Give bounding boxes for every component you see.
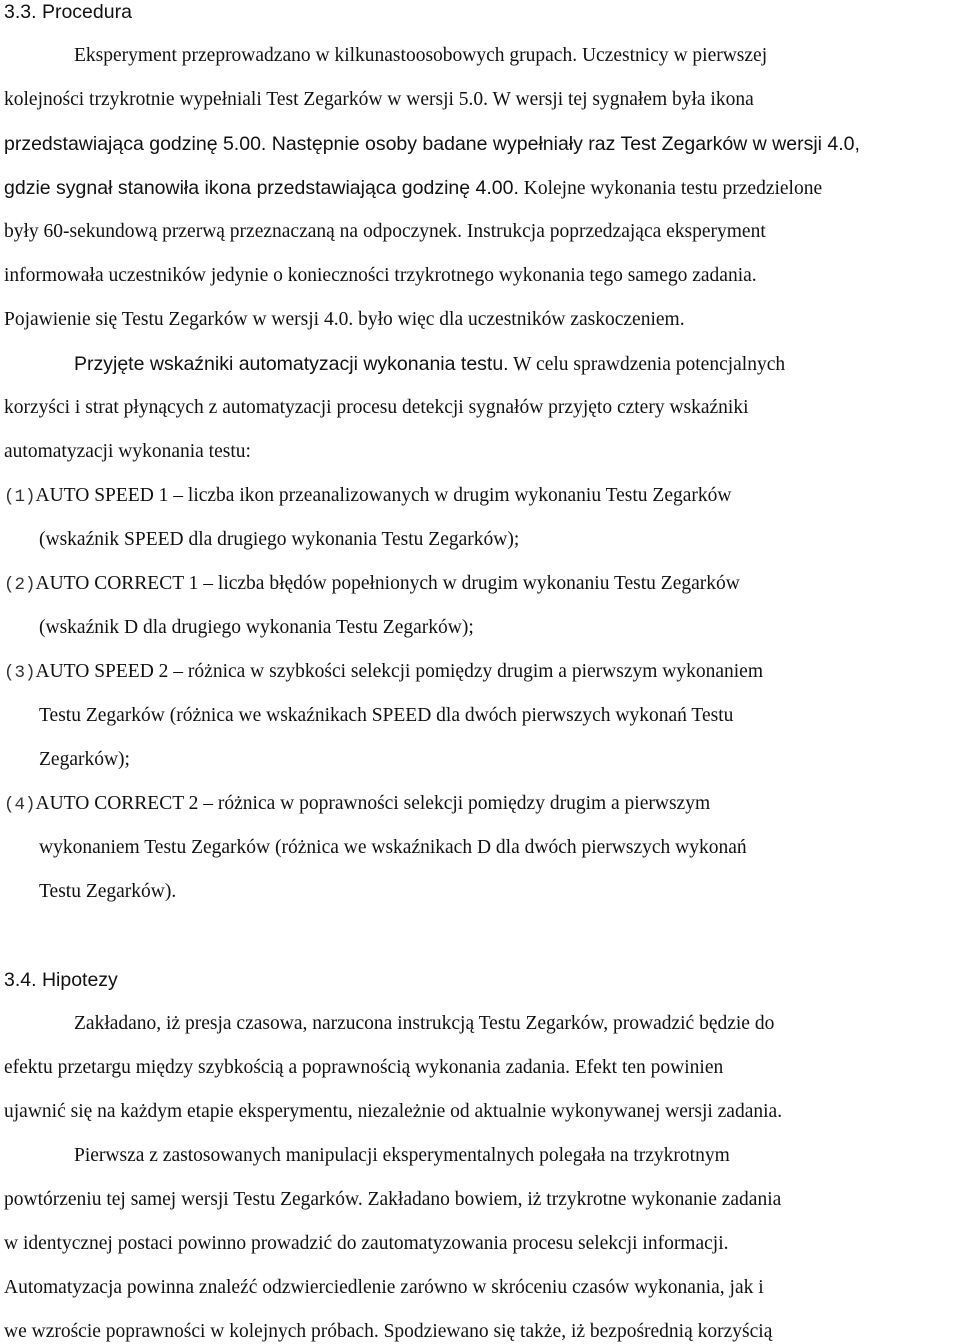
paragraph-line xyxy=(74,352,785,377)
paragraph-line xyxy=(4,176,822,201)
section-heading-procedura: 3.3. Procedura xyxy=(4,1,132,23)
list-item xyxy=(4,484,731,509)
paragraph-line: we wzroście poprawności w kolejnych próbach. Spodziewano się także, iż bezpośrednią korzyścią xyxy=(4,1321,773,1342)
paragraph-segment: W celu sprawdzenia potencjalnych xyxy=(508,354,786,375)
list-number: (3) xyxy=(4,663,36,683)
list-item-line: (wskaźnik SPEED dla drugiego wykonania Testu Zegarków); xyxy=(39,529,520,550)
list-item-text: AUTO CORRECT 1 – liczba błędów popełnionych w drugim wykonaniu Testu Zegarków xyxy=(35,573,740,594)
list-item-text: AUTO CORRECT 2 – różnica w poprawności selekcji pomiędzy drugim a pierwszym xyxy=(35,793,711,814)
paragraph-line: w identycznej postaci powinno prowadzić do zautomatyzowania procesu selekcji informacji. xyxy=(4,1233,729,1254)
section-heading-hipotezy: 3.4. Hipotezy xyxy=(4,969,118,991)
paragraph-line: Automatyzacja powinna znaleźć odzwierciedlenie zarówno w skróceniu czasów wykonania, jak i xyxy=(4,1277,764,1298)
paragraph-line: ujawnić się na każdym etapie eksperymentu, niezależnie od aktualnie wykonywanej wersji zadania. xyxy=(4,1101,783,1122)
list-item-line: Testu Zegarków). xyxy=(39,881,177,902)
subheading-indicators: Przyjęte wskaźniki automatyzacji wykonania testu. xyxy=(74,353,509,375)
list-item xyxy=(4,660,763,685)
list-item-line: Testu Zegarków (różnica we wskaźnikach SPEED dla dwóch pierwszych wykonań Testu xyxy=(39,705,734,726)
paragraph-line: kolejności trzykrotnie wypełniali Test Zegarków w wersji 5.0. W wersji tej sygnałem była ikona xyxy=(4,89,754,110)
list-item-text: AUTO SPEED 1 – liczba ikon przeanalizowanych w drugim wykonaniu Testu Zegarków xyxy=(35,485,732,506)
list-item-line: wykonaniem Testu Zegarków (różnica we wskaźnikach D dla dwóch pierwszych wykonań xyxy=(39,837,747,858)
paragraph-segment: Kolejne wykonania testu przedzielone xyxy=(518,178,823,199)
paragraph-line: powtórzeniu tej samej wersji Testu Zegarków. Zakładano bowiem, iż trzykrotne wykonanie zadania xyxy=(4,1189,782,1210)
paragraph-line: informowała uczestników jedynie o konieczności trzykrotnego wykonania tego samego zadania. xyxy=(4,265,757,286)
paragraph-line: przedstawiająca godzinę 5.00. Następnie osoby badane wypełniały raz Test Zegarków w wersji 4.0, xyxy=(4,133,860,155)
list-number: (2) xyxy=(4,575,36,595)
list-item-line: Zegarków); xyxy=(39,749,130,770)
paragraph-segment: gdzie sygnał stanowiła ikona przedstawiająca godzinę 4.00. xyxy=(4,177,519,199)
paragraph-line: Pojawienie się Testu Zegarków w wersji 4.0. było więc dla uczestników zaskoczeniem. xyxy=(4,309,685,330)
paragraph-line: efektu przetargu między szybkością a poprawnością wykonania zadania. Efekt ten powinien xyxy=(4,1057,724,1078)
paragraph-line: Zakładano, iż presja czasowa, narzucona instrukcją Testu Zegarków, prowadzić będzie do xyxy=(74,1013,775,1034)
list-number: (4) xyxy=(4,795,36,815)
list-item xyxy=(4,572,740,597)
paragraph-line: Pierwsza z zastosowanych manipulacji eksperymentalnych polegała na trzykrotnym xyxy=(74,1145,730,1166)
paragraph-line: korzyści i strat płynących z automatyzacji procesu detekcji sygnałów przyjęto cztery wskaźniki xyxy=(4,397,749,418)
paragraph-line: automatyzacji wykonania testu: xyxy=(4,441,251,462)
list-item-line: (wskaźnik D dla drugiego wykonania Testu Zegarków); xyxy=(39,617,474,638)
paragraph-line: były 60-sekundową przerwą przeznaczaną na odpoczynek. Instrukcja poprzedzająca eksperyment xyxy=(4,221,766,242)
list-number: (1) xyxy=(4,487,36,507)
list-item-text: AUTO SPEED 2 – różnica w szybkości selekcji pomiędzy drugim a pierwszym wykonaniem xyxy=(35,661,764,682)
paragraph-line: Eksperyment przeprowadzano w kilkunastoosobowych grupach. Uczestnicy w pierwszej xyxy=(74,45,768,66)
list-item xyxy=(4,792,710,817)
